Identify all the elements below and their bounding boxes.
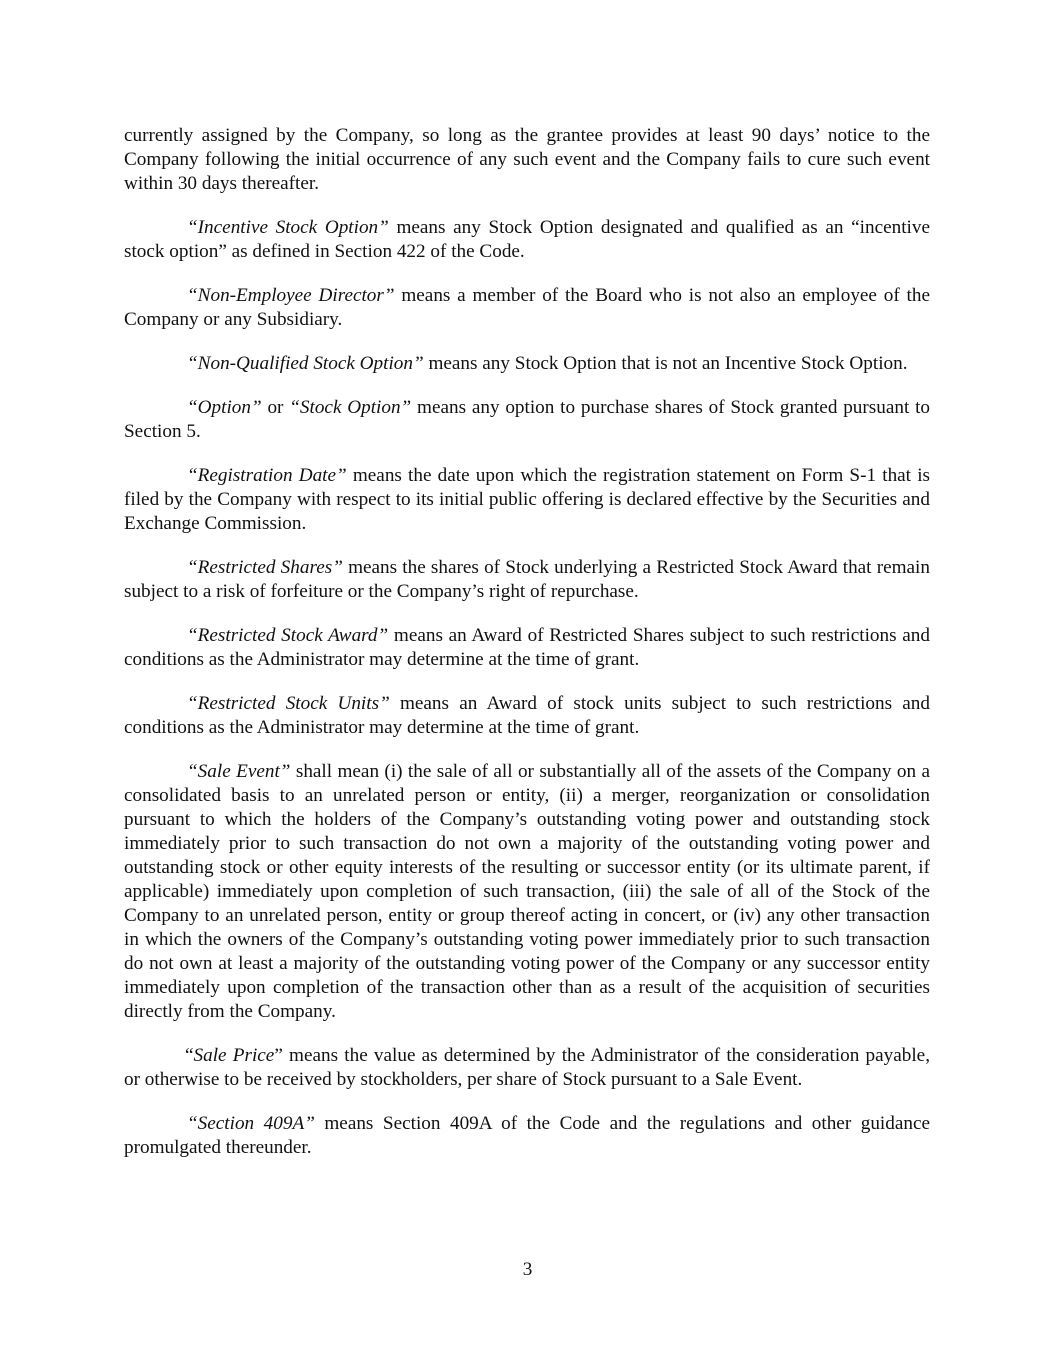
definition-non-employee-director (124, 284, 930, 332)
definition-text: shall mean (i) the sale of all or substantially all of the assets of the Company on a consolidated basis to an unrelated person or entity, (ii) a merger, reorganization or consolidation pursuant to which the holders of the Company’s outstanding voting power and outstanding stock immediately prior to such transaction do not own a majority of the outstanding voting power and outstanding stock or other equity interests of the resulting or successor entity (or its ultimate parent, if applicable) immediately upon completion of such transaction, (iii) the sale of all of the Stock of the Company to an unrelated person, entity or group thereof acting in concert, or (iv) any other transaction in which the owners of the Company’s outstanding voting power immediately prior to such transaction do not own at least a majority of the outstanding voting power of the Company or any successor entity immediately upon completion of the transaction other than as a result of the acquisition of securities directly from the Company. (124, 761, 930, 1022)
definition-restricted-stock-award (124, 624, 930, 672)
document-page (124, 124, 930, 1180)
defined-term: Sale Price (193, 1045, 275, 1066)
defined-term: “Restricted Stock Units” (187, 693, 390, 714)
definition-section-409a (124, 1112, 930, 1160)
defined-term: “Non-Qualified Stock Option” (187, 353, 424, 374)
definition-text: means a member of the Board who is not also an employee of the Company or any Subsidiary. (124, 285, 930, 330)
definition-text: means an Award of Restricted Shares subject to such restrictions and conditions as the Administrator may determine at the time of grant. (124, 625, 930, 670)
term-close-quote: ” (274, 1045, 283, 1066)
connector-text: or (261, 397, 290, 418)
defined-term: “Restricted Shares” (187, 557, 343, 578)
defined-term: “Sale Event” (187, 761, 291, 782)
definition-option (124, 396, 930, 444)
definition-text: means Section 409A of the Code and the regulations and other guidance promulgated thereunder. (124, 1113, 930, 1158)
defined-term: “Section 409A” (187, 1113, 315, 1134)
defined-term: “Non-Employee Director” (187, 285, 395, 306)
definition-text: means any Stock Option designated and qualified as an “incentive stock option” as defined in Section 422 of the Code. (124, 217, 930, 262)
defined-term: “Restricted Stock Award” (187, 625, 389, 646)
page-number: 3 (522, 1259, 533, 1280)
definition-text: means any option to purchase shares of Stock granted pursuant to Section 5. (124, 397, 930, 442)
paragraph-continuation (124, 124, 930, 196)
definition-restricted-shares (124, 556, 930, 604)
term-open-quote: “ (185, 1045, 194, 1066)
definition-text: means an Award of stock units subject to such restrictions and conditions as the Administrator may determine at the time of grant. (124, 693, 930, 738)
definition-registration-date (124, 464, 930, 536)
definition-text: means the shares of Stock underlying a Restricted Stock Award that remain subject to a risk of forfeiture or the Company’s right of repurchase. (124, 557, 930, 602)
defined-term: “Registration Date” (187, 465, 347, 486)
definition-restricted-stock-units (124, 692, 930, 740)
definition-text: means any Stock Option that is not an Incentive Stock Option. (423, 353, 908, 374)
defined-term: “Option” (187, 397, 262, 418)
definition-sale-event (124, 760, 930, 1024)
definition-incentive-stock-option (124, 216, 930, 264)
definition-sale-price (124, 1044, 930, 1092)
defined-term: “Incentive Stock Option” (187, 217, 389, 238)
defined-term-2: “Stock Option” (289, 397, 412, 418)
paragraph-text: currently assigned by the Company, so long as the grantee provides at least 90 days’ notice to the Company following the initial occurrence of any such event and the Company fails to cure such event within 30 days thereafter. (124, 125, 930, 194)
definition-text: means the date upon which the registration statement on Form S-1 that is filed by the Company with respect to its initial public offering is declared effective by the Securities and Exchange Commission. (124, 465, 930, 534)
definition-text: means the value as determined by the Administrator of the consideration payable, or otherwise to be received by stockholders, per share of Stock pursuant to a Sale Event. (124, 1045, 930, 1090)
definition-non-qualified-stock-option (124, 352, 930, 376)
